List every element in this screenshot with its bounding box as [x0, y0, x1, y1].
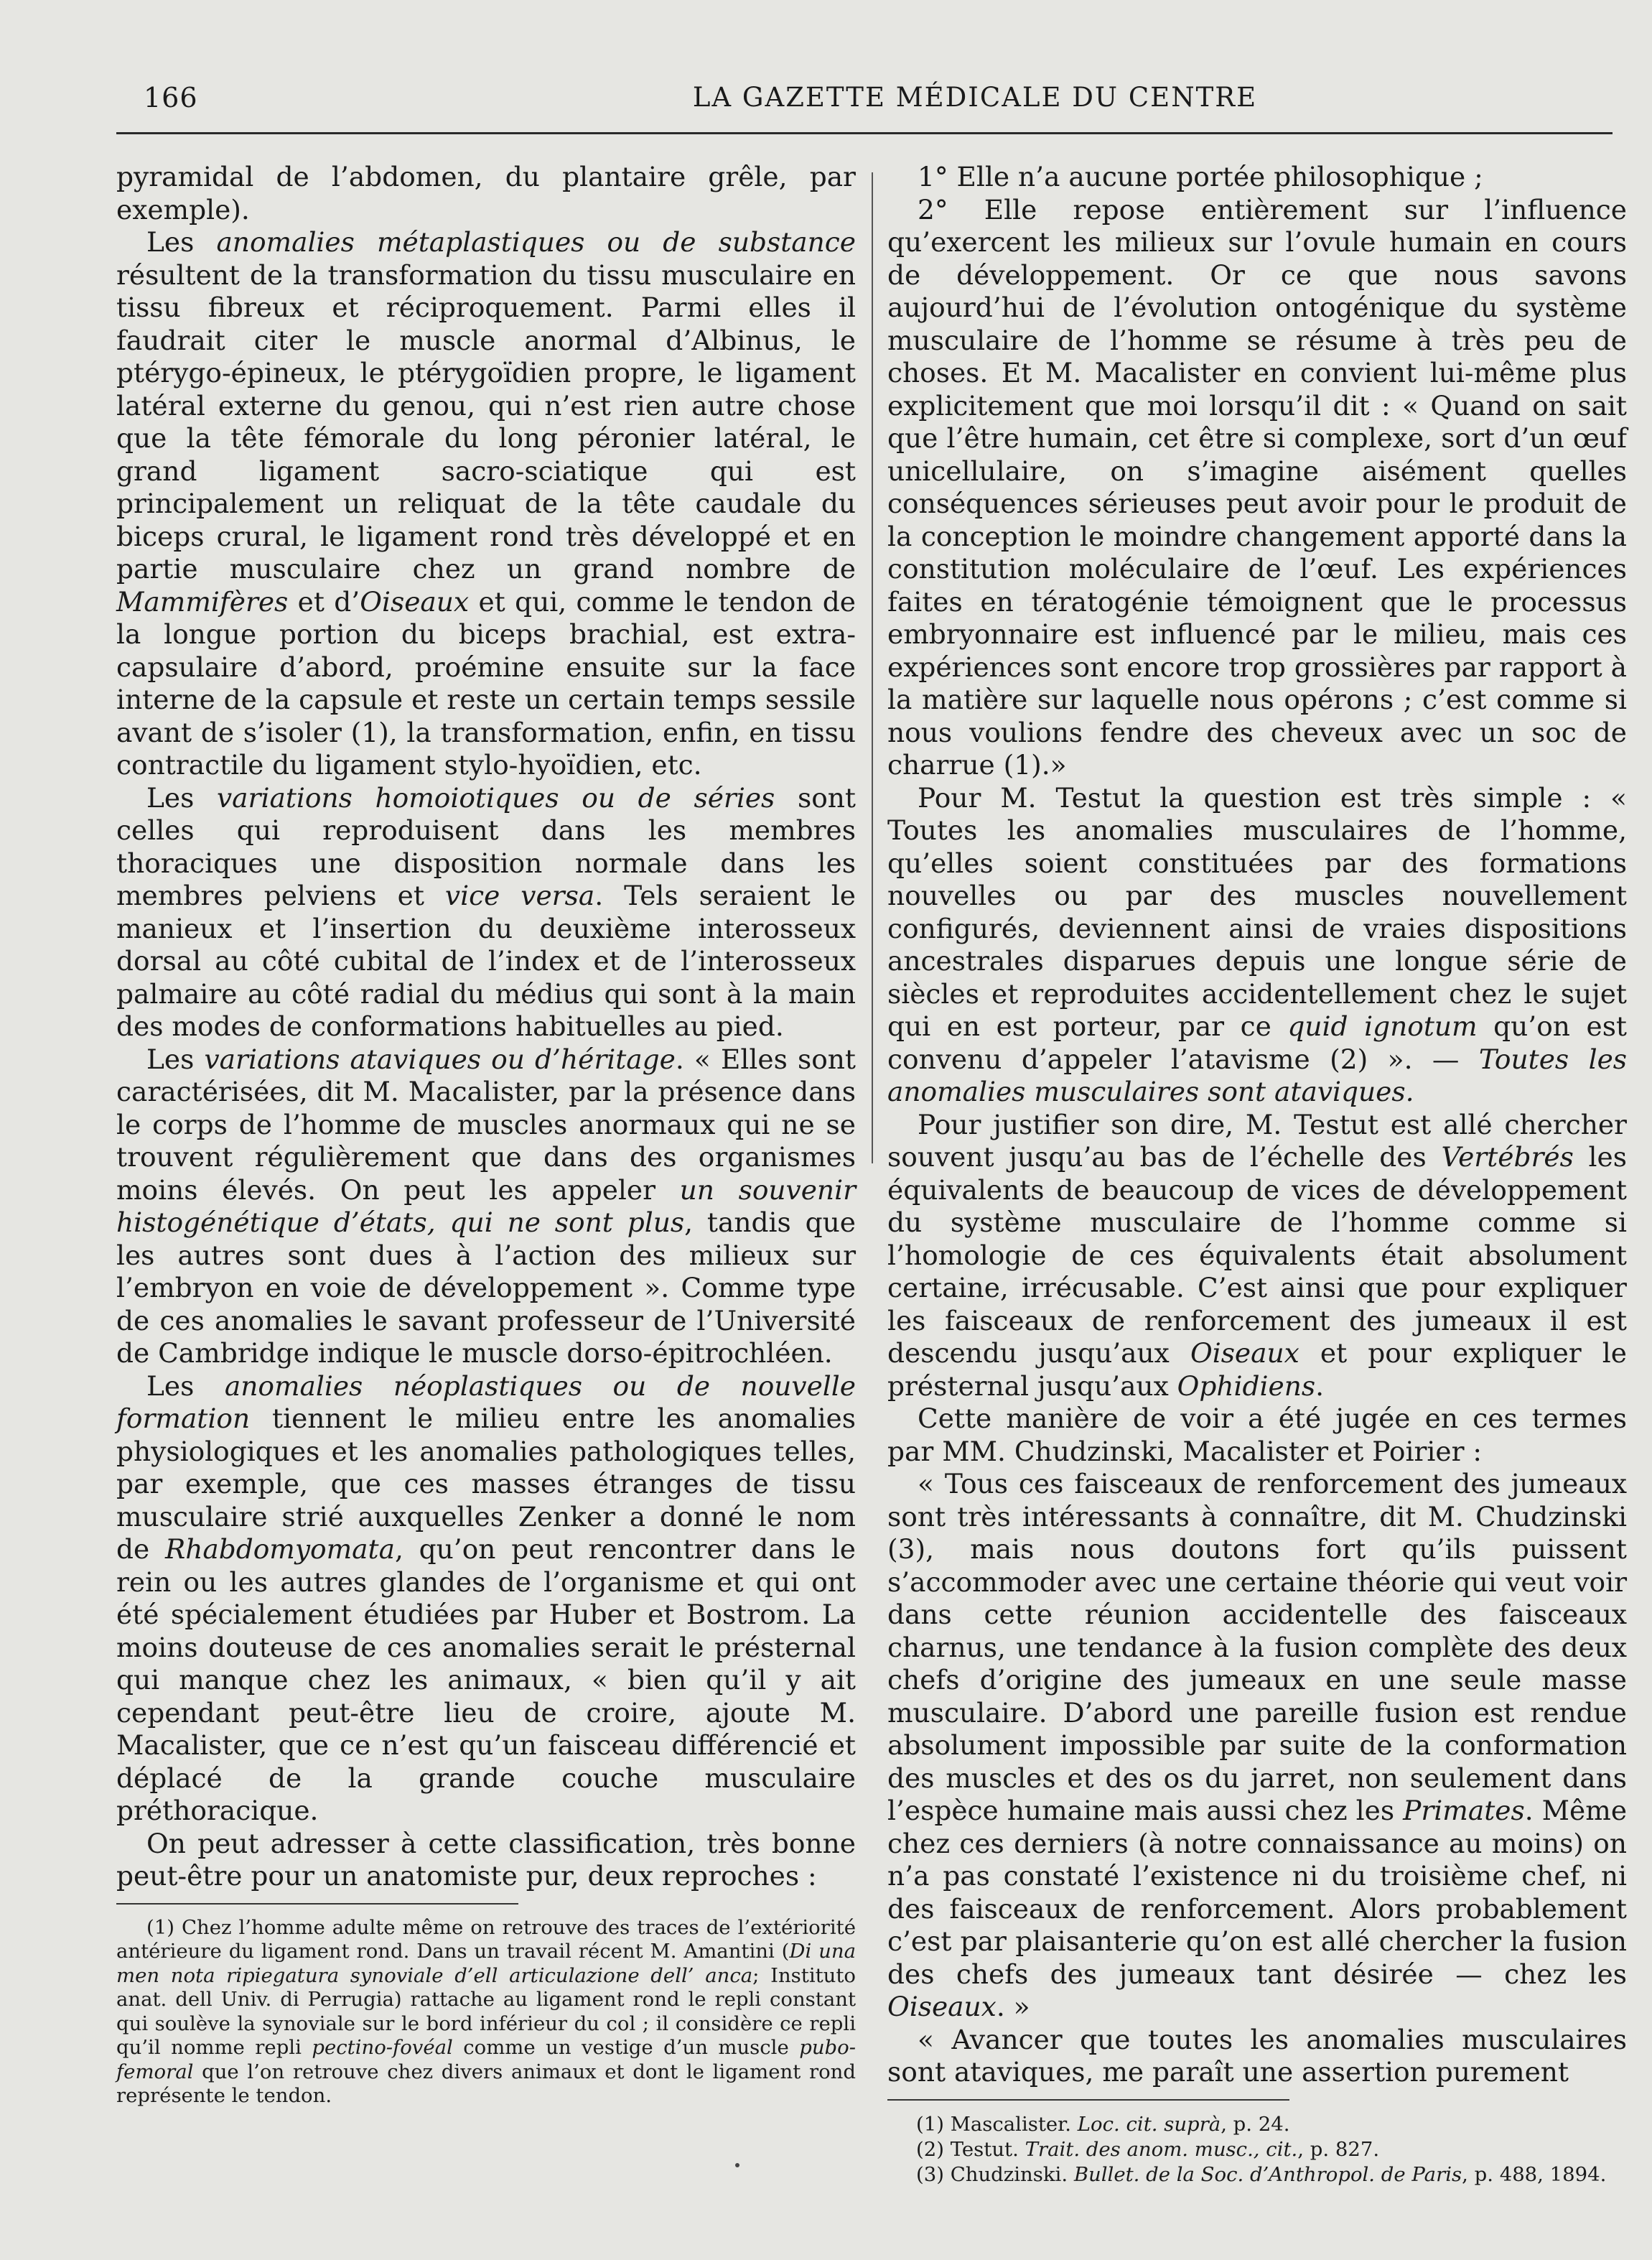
left-column-text	[116, 161, 856, 1893]
italic-span: Toutes les anomalies musculaires sont ataviques.	[887, 1043, 1628, 1107]
italic-span: pubo-femoral	[116, 2036, 856, 2083]
column-divider	[872, 172, 873, 1163]
page-number: 166	[144, 82, 198, 113]
italic-span: un souvenir histogénétique d’états, qui ne sont plus	[116, 1173, 856, 1238]
footnote: (1) Chez l’homme adulte même on retrouve des traces de l’extériorité antérieure du ligament rond. Dans un travail récent M. Amantini (Di una men nota ripiegatura synoviale d’ell articulazione dell’ anca; Instituto anat. dell Univ. di Perrugia) rattache au ligament rond le repli constant qui soulève la synoviale sur le bord inférieur du col ; il considère ce repli qu’il nomme repli pectino-fovéal comme un vestige d’un muscle pubo-femoral que l’on retrouve chez divers animaux et dont le ligament rond représente le tendon.	[116, 1915, 857, 2107]
paragraph: On peut adresser à cette classification, très bonne peut-être pour un anatomiste pur, deux reproches :	[116, 1827, 856, 1892]
paragraph: Pour M. Testut la question est très simple : « Toutes les anomalies musculaires de l’homme, qu’elles soient constituées par des formations nouvelles ou par des muscles nouvellement configurés, deviennent ainsi de vraies dispositions ancestrales disparues depuis une longue série de siècles et reproduites accidentellement chez le sujet qui en est porteur, par ce quid ignotum qu’on est convenu d’appeler l’atavisme (2) ». — Toutes les anomalies musculaires sont ataviques.	[887, 781, 1628, 1107]
paragraph: Les anomalies métaplastiques ou de substance résultent de la transformation du tissu musculaire en tissu fibreux et réciproquement. Parmi elles il faudrait citer le muscle anormal d’Albinus, le ptérygo-épineux, le ptérygoïdien propre, le ligament latéral externe du genou, qui n’est rien autre chose que la tête fémorale du long péronier latéral, le grand ligament sacro-sciatique qui est principalement un reliquat de la tête caudale du biceps crural, le ligament rond très développé et en partie musculaire chez un grand nombre de Mammifères et d’Oiseaux et qui, comme le tendon de la longue portion du biceps brachial, est extra-capsulaire d’abord, proémine ensuite sur la face interne de la capsule et reste un certain temps sessile avant de s’isoler (1), la transformation, enfin, en tissu contractile du ligament stylo-hyoïdien, etc.	[116, 226, 856, 781]
paragraph: Les anomalies néoplastiques ou de nouvelle formation tiennent le milieu entre les anomalies physiologiques et les anomalies pathologiques telles, par exemple, que ces masses étranges de tissu musculaire strié auxquelles Zenker a donné le nom de Rhabdomyomata, qu’on peut rencontrer dans le rein ou les autres glandes de l’organisme et qui ont été spécialement étudiées par Huber et Bostrom. La moins douteuse de ces anomalies serait le présternal qui manque chez les animaux, « bien qu’il y ait cependant peut-être lieu de croire, ajoute M. Macalister, que ce n’est qu’un faisceau différencié et déplacé de la grande couche musculaire préthoracique.	[116, 1370, 856, 1826]
italic-span: pectino-fovéal	[312, 2036, 453, 2059]
paragraph: Les variations homoiotiques ou de séries sont celles qui reproduisent dans les membres thoraciques une disposition normale dans les membres pelviens et vice versa. Tels seraient le manieux et l’insertion du deuxième interosseux dorsal au côté cubital de l’index et de l’interosseux palmaire au côté radial du médius qui sont à la main des modes de conformations habituelles au pied.	[116, 781, 856, 1042]
italic-span: Di una men nota ripiegatura synoviale d’ell articulazione dell’ anca	[116, 1940, 857, 1987]
italic-span: variations homoiotiques ou de séries	[217, 781, 775, 814]
paragraph: Les variations ataviques ou d’héritage. « Elles sont caractérisées, dit M. Macalister, par la présence dans le corps de l’homme de muscles anormaux qui ne se trouvent régulièrement que dans des organismes moins élevés. On peut les appeler un souvenir histogénétique d’états, qui ne sont plus, tandis que les autres sont dues à l’action des milieux sur l’embryon en voie de développement ». Comme type de ces anomalies le savant professeur de l’Université de Cambridge indique le muscle dorso-épitrochléen.	[116, 1043, 857, 1369]
footnote: (2) Testut. Trait. des anom. musc., cit., p. 827.	[916, 2137, 1380, 2161]
footnote-rule	[887, 2099, 1289, 2101]
italic-span: Rhabdomyomata	[164, 1533, 395, 1565]
running-title: LA GAZETTE MÉDICALE DU CENTRE	[692, 82, 1258, 113]
paragraph: « Avancer que toutes les anomalies musculaires sont ataviques, me paraît une assertion purement	[887, 2023, 1627, 2088]
italic-span: Mammifères	[116, 585, 289, 618]
left-column	[116, 161, 856, 2108]
italic-span: anomalies métaplastiques ou de substance	[216, 226, 856, 258]
paragraph: 1° Elle n’a aucune portée philosophique ;	[918, 161, 1483, 192]
right-column-text	[887, 161, 1627, 2089]
paragraph: 2° Elle repose entièrement sur l’influence qu’exercent les milieux sur l’ovule humain en cours de développement. Or ce que nous savons aujourd’hui de l’évolution ontogénique du système musculaire de l’homme se résume à très peu de choses. Et M. Macalister en convient lui-même plus explicitement que moi lorsqu’il dit : « Quand on sait que l’être humain, cet être si complexe, sort d’un œuf unicellulaire, on s’imagine aisément quelles conséquences sérieuses peut avoir pour le produit de la conception le moindre changement apporté dans la constitution moléculaire de l’œuf. Les expériences faites en tératogénie témoignent que le processus embryonnaire est influencé par le milieu, mais ces expériences sont encore trop grossières par rapport à la matière sur laquelle nous opérons ; c’est comme si nous voulions fendre des cheveux avec un soc de charrue (1).»	[887, 193, 1627, 781]
ink-speck	[735, 2163, 739, 2167]
italic-span: Loc. cit. suprà	[1077, 2112, 1221, 2136]
italic-span: Oiseaux	[1190, 1337, 1299, 1369]
italic-span: Vertébrés	[1441, 1141, 1574, 1173]
header-rule	[116, 132, 1613, 134]
right-column	[887, 161, 1627, 2187]
italic-span: Ophidiens	[1177, 1370, 1316, 1402]
italic-span: Oiseaux	[360, 585, 470, 618]
footnote: (1) Mascalister. Loc. cit. suprà, p. 24.	[916, 2112, 1290, 2136]
paragraph: Cette manière de voir a été jugée en ces termes par MM. Chudzinski, Macalister et Poirier :	[887, 1403, 1627, 1467]
italic-span: Primates	[1403, 1795, 1525, 1826]
italic-span: Trait. des anom. musc., cit.	[1025, 2137, 1298, 2161]
paragraph: Pour justifier son dire, M. Testut est allé chercher souvent jusqu’au bas de l’échelle des Vertébrés les équivalents de beaucoup de vices de développement du système musculaire de l’homme comme si l’homologie de ces équivalents était absolument certaine, irrécusable. C’est ainsi que pour expliquer les faisceaux de renforcement des jumeaux il est descendu jusqu’aux Oiseaux et pour expliquer le présternal jusqu’aux Ophidiens.	[887, 1108, 1627, 1402]
italic-span: variations ataviques ou d’héritage	[204, 1043, 676, 1075]
paragraph: pyramidal de l’abdomen, du plantaire grêle, par exemple).	[116, 161, 856, 225]
italic-span: quid ignotum	[1287, 1010, 1478, 1042]
right-footnotes	[887, 2112, 1627, 2187]
left-footnotes	[116, 1916, 856, 2108]
italic-span: vice versa	[444, 880, 595, 911]
page-header	[144, 82, 1613, 125]
italic-span: Bullet. de la Soc. d’Anthropol. de Paris	[1073, 2162, 1462, 2186]
italic-span: anomalies néoplastiques ou de nouvelle formation	[116, 1370, 856, 1434]
footnote-rule	[116, 1903, 518, 1905]
italic-span: Oiseaux	[887, 1991, 997, 2022]
paragraph: « Tous ces faisceaux de renforcement des jumeaux sont très intéressants à connaître, dit M. Chudzinski (3), mais nous doutons fort qu’ils puissent s’accommoder avec une certaine théorie qui veut voir dans cette réunion accidentelle des faisceaux charnus, une tendance à la fusion complète des deux chefs d’origine des jumeaux en une seule masse musculaire. D’abord une pareille fusion est rendue absolument impossible par suite de la conformation des muscles et des os du jarret, non seulement dans l’espèce humaine mais aussi chez les Primates. Même chez ces derniers (à notre connaissance au moins) on n’a pas constaté l’existence ni du troisième chef, ni des faisceaux de renforcement. Alors probablement c’est par plaisanterie qu’on est allé chercher la fusion des chefs des jumeaux tant désirée — chez les Oiseaux. »	[887, 1468, 1628, 2022]
footnote: (3) Chudzinski. Bullet. de la Soc. d’Anthropol. de Paris, p. 488, 1894.	[916, 2162, 1607, 2186]
